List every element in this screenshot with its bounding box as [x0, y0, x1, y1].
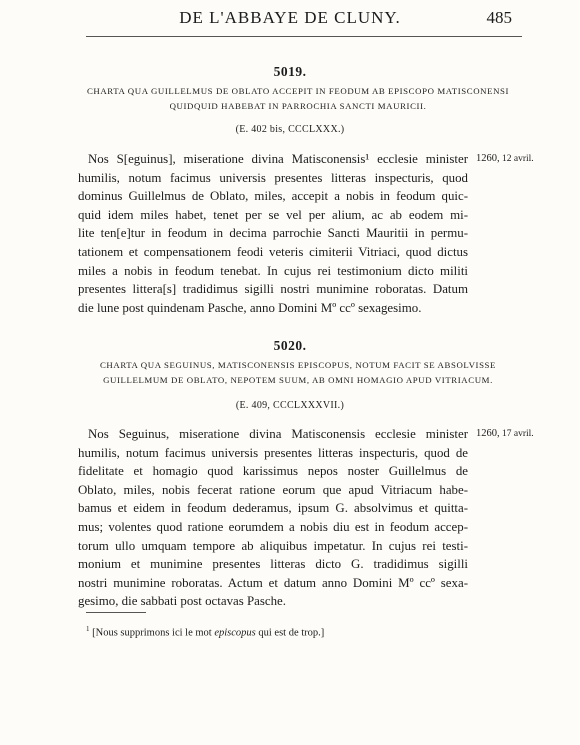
margin-date: [476, 153, 534, 164]
text-line: die lune post quindenam Pasche, anno Domini Mº ccº sexagesimo.: [78, 300, 422, 315]
charter-reference: (E. 409, CCCLXXXVII.): [235, 400, 345, 411]
charter-text: [78, 150, 468, 317]
charter-title-line: CHARTA QUA SEGUINUS, MATISCONENSIS EPISCOPUS, NOTUM FACIT SE ABSOLVISSE: [99, 360, 497, 370]
charter-title: [78, 358, 518, 388]
margin-date-year: 1260,: [476, 153, 500, 164]
text-line: Oblato, miles, nobis fecerat ratione eorum que apud Vitriacum habe-: [78, 482, 468, 497]
text-line: mus; volentes quod ratione eorumdem a nobis diu est in feodum accep-: [78, 519, 468, 534]
text-line: gesimo, die sabbati post octavas Pasche.: [78, 594, 286, 609]
footnote-text: [Nous supprimons ici le mot: [92, 627, 215, 639]
text-line: monium et munimine presentes litteras dicto G. tradidimus sigilli: [78, 557, 468, 572]
footnote-mark: 1: [86, 625, 90, 633]
charter-title-line: GUILLELMUM DE OBLATO, NEPOTEM SUUM, AB OMNI HOMAGIO APUD VITRIACUM.: [103, 375, 493, 385]
header-rule: [86, 36, 522, 37]
charter-title-line: QUIDQUID HABEBAT IN PARROCHIA SANCTI MAURICII.: [169, 101, 427, 111]
text-line: Nos Seguinus, miseratione divina Matisconensis ecclesie minister: [88, 427, 468, 441]
charter-number: 5020.: [273, 338, 307, 353]
footnote: [86, 625, 324, 639]
text-line: fidelitate et homagio quod karissimus nepos noster Guillelmus de: [78, 464, 468, 479]
text-line: Nos S[eguinus], miseratione divina Matisconensis¹ ecclesie minister: [88, 152, 468, 166]
charter-title: [78, 84, 518, 114]
page-number: 485: [486, 8, 512, 27]
text-line: humilis, notum facimus universis presentes litteras inspecturis, quod de: [78, 445, 468, 460]
charter-title-line: CHARTA QUA GUILLELMUS DE OBLATO ACCEPIT IN FEODUM AB EPISCOPO MATISCONENSI: [86, 86, 510, 96]
margin-date-day: 12 avril.: [502, 154, 534, 164]
text-line: presentes littera[s] tradidimus sigilli nostri munimine roboratas. Datum: [78, 282, 468, 297]
text-line: miles a nobis in feodum tenebat. In cujus rei testimonium dicto militi: [78, 263, 468, 278]
text-line: tationem et compensationem feodi veteris cimiterii Vitriaci, quod dictus: [78, 244, 468, 259]
text-line: lite ten[e]tur in feodum in decima parrochie Sancti Mauritii in permu-: [78, 226, 468, 241]
footnote-rule: [86, 612, 146, 613]
charter-text: [78, 425, 468, 611]
text-line: dominus Guillelmus de Oblato, miles, accepit a nobis in feodum quic-: [78, 189, 468, 204]
footnote-text-end: qui est de trop.]: [255, 627, 325, 639]
margin-date: [476, 428, 534, 439]
charter-number: 5019.: [273, 64, 307, 79]
text-line: quid idem miles habet, tenet per se vel per alium, ac ab eodem mi-: [78, 207, 468, 222]
charter-reference: (E. 402 bis, CCCLXXX.): [235, 124, 345, 135]
margin-date-year: 1260,: [476, 428, 500, 439]
footnote-emphasis: episcopus: [214, 627, 256, 639]
text-line: torum ullo umquam tempore ab aliquibus impetatur. In cujus rei testi-: [78, 538, 468, 553]
text-line: humilis, notum facimus universis presentes litteras inspecturis, quod: [78, 170, 468, 185]
margin-date-day: 17 avril.: [502, 429, 534, 439]
text-line: bamus et eidem in feodum dederamus, ipsum G. absolvimus et quitta-: [78, 501, 468, 516]
text-line: nostri munimine roboratas. Actum et datum anno Domini Mº ccº sexa-: [78, 575, 468, 590]
running-head: DE L'ABBAYE DE CLUNY.: [179, 8, 401, 27]
